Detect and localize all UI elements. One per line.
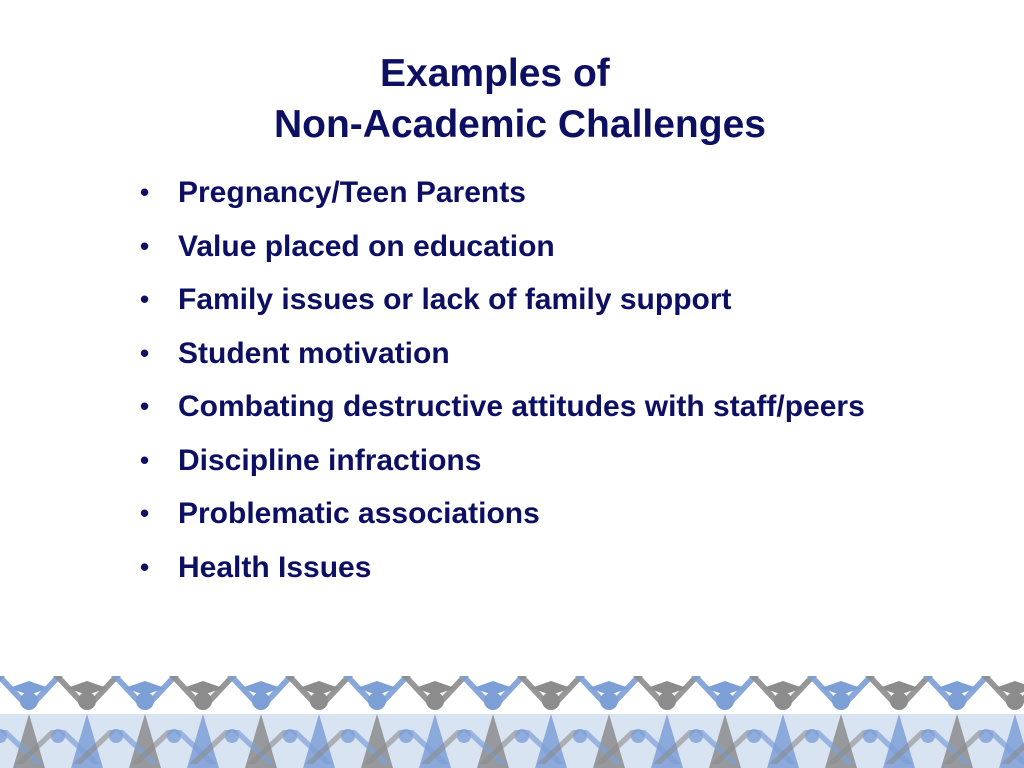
figure-head <box>948 692 966 710</box>
figure-head <box>426 692 444 710</box>
figure-head <box>136 692 154 710</box>
figure-head <box>658 692 676 710</box>
bullet-text: Family issues or lack of family support <box>178 283 732 316</box>
bullet-text: Pregnancy/Teen Parents <box>178 176 526 209</box>
figure-head <box>484 692 502 710</box>
bullet-item <box>140 434 900 488</box>
bullet-text: Value placed on education <box>178 229 555 263</box>
bullet-item <box>140 541 900 595</box>
bullet-icon: • <box>140 551 150 582</box>
bullet-item <box>140 380 900 434</box>
figure-head <box>252 692 270 710</box>
bullet-text: Discipline infractions <box>178 443 482 477</box>
bullet-icon: • <box>140 337 150 368</box>
figure-head <box>716 692 734 710</box>
bullet-item <box>140 487 900 541</box>
figure-head <box>310 692 328 710</box>
bullet-text: Health Issues <box>178 550 372 584</box>
figure-head <box>1006 692 1024 710</box>
bullet-list <box>140 166 900 594</box>
bullet-icon: • <box>140 498 150 528</box>
bullet-text: Student motivation <box>178 336 450 370</box>
bullet-icon: • <box>140 284 150 314</box>
graduation-people-border-art <box>0 668 1024 768</box>
bullet-item <box>140 273 900 327</box>
figure-head <box>194 692 212 710</box>
bullet-icon: • <box>140 444 150 475</box>
figure-head <box>832 692 850 710</box>
bullet-text: Combating destructive attitudes with staff/peers <box>178 390 865 423</box>
bullet-icon: • <box>140 230 150 261</box>
graduation-people-border <box>0 668 1024 768</box>
figure-head <box>542 692 560 710</box>
figure-head <box>368 692 386 710</box>
figure-head <box>890 692 908 710</box>
slide-title <box>0 48 1024 150</box>
slide-title-line-2: Non-Academic Challenges <box>274 103 766 147</box>
figure-head <box>774 692 792 710</box>
figure-head <box>600 692 618 710</box>
figure-head <box>78 692 96 710</box>
figure-head <box>20 692 38 710</box>
bullet-item <box>140 327 900 381</box>
bullet-item <box>140 166 900 220</box>
bullet-text: Problematic associations <box>178 497 540 530</box>
bullet-icon: • <box>140 391 150 421</box>
slide-title-line-1: Examples of <box>380 52 610 96</box>
bullet-item <box>140 220 900 274</box>
bullet-icon: • <box>140 177 150 207</box>
